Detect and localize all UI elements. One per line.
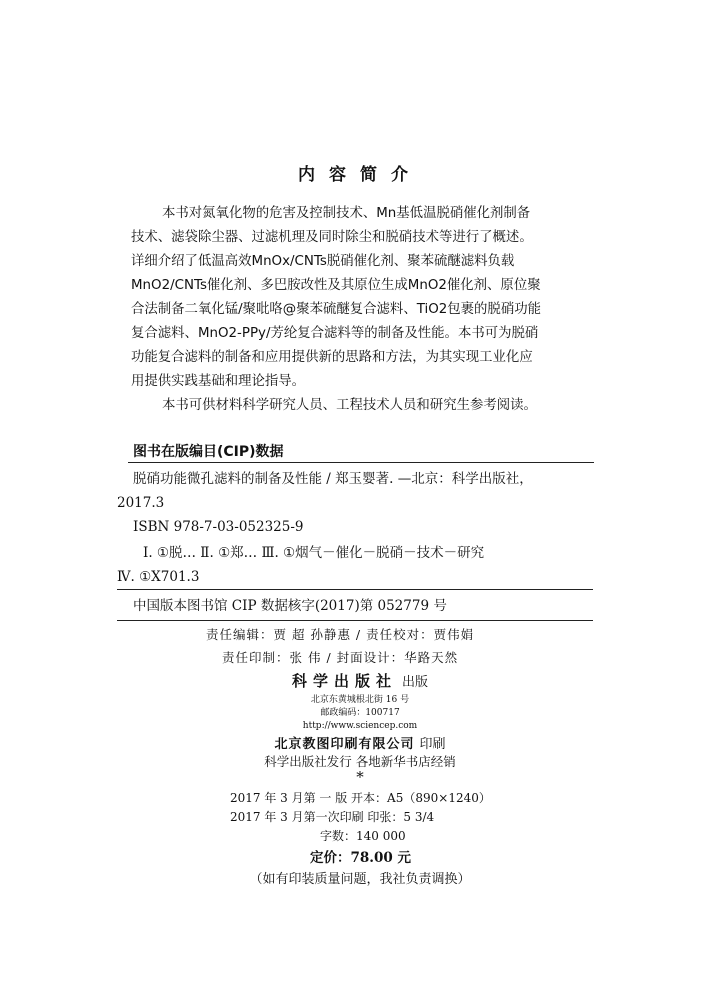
distribution-line: 科学出版社发行 各地新华书店经销 <box>264 754 456 769</box>
intro-line: 用提供实践基础和理论指导。 <box>131 374 306 389</box>
cip-top-rule <box>128 462 594 463</box>
printer-logo: 北京教图印刷有限公司 <box>274 737 415 752</box>
cip-subjects: Ⅰ. ①脱… Ⅱ. ①郑… Ⅲ. ①烟气－催化－脱硝－技术－研究 <box>143 545 485 561</box>
cip-date-line: 2017.3 <box>117 495 165 511</box>
price: 定价：78.00 元 <box>310 850 411 866</box>
intro-line: 详细介绍了低温高效MnOx/CNTs脱硝催化剂、聚苯硫醚滤料负载 <box>131 254 515 269</box>
edition-line: 2017 年 3 月第 一 版 开本：A5（890×1240） <box>230 791 491 805</box>
cip-heading: 图书在版编目(CIP)数据 <box>133 444 284 460</box>
publisher-line <box>0 670 720 691</box>
printer-suffix: 印刷 <box>419 737 446 752</box>
cip-bottom-rule <box>117 620 593 621</box>
cip-record: 中国版本图书馆 CIP 数据核字(2017)第 052779 号 <box>133 598 447 614</box>
intro-line: 功能复合滤料的制备和应用提供新的思路和方法，为其实现工业化应 <box>131 350 533 365</box>
printing-line: 2017 年 3 月第一次印刷 印张：5 3/4 <box>230 810 435 824</box>
intro-line: MnO2/CNTs催化剂、多巴胺改性及其原位生成MnO2催化剂、原位聚 <box>131 278 541 293</box>
intro-line: 合法制备二氧化锰/聚吡咯@聚苯硫醚复合滤料、TiO2包裹的脱硝功能 <box>131 302 541 317</box>
intro-line: 复合滤料、MnO2-PPy/芳纶复合滤料等的制备及性能。本书可为脱硝 <box>131 326 539 341</box>
separator-star: * <box>356 768 364 786</box>
publisher-address: 北京东黄城根北街 16 号 <box>310 695 410 705</box>
printer-line <box>0 733 720 752</box>
intro-line: 本书对氮氧化物的危害及控制技术、Mn基低温脱硝催化剂制备 <box>162 206 531 221</box>
cip-classification: Ⅳ. ①X701.3 <box>117 569 200 585</box>
cip-title-line: 脱硝功能微孔滤料的制备及性能 / 郑玉婴著. —北京：科学出版社， <box>133 471 533 487</box>
credit-print: 责任印制：张 伟 / 封面设计：华路天然 <box>222 650 459 665</box>
publisher-logo: 科学出版社 <box>291 672 397 690</box>
word-count: 字数：140 000 <box>320 829 406 843</box>
cip-middle-rule <box>117 589 593 590</box>
intro-line: 技术、滤袋除尘器、过滤机理及同时除尘和脱硝技术等进行了概述。 <box>131 230 533 245</box>
publisher-postcode: 邮政编码：100717 <box>320 708 400 718</box>
intro-line: 本书可供材料科学研究人员、工程技术人员和研究生参考阅读。 <box>162 398 537 413</box>
replacement-note: （如有印装质量问题，我社负责调换） <box>249 872 471 887</box>
publisher-url: http://www.sciencep.com <box>302 721 418 731</box>
cip-isbn: ISBN 978-7-03-052325-9 <box>133 519 304 535</box>
intro-title: 内容简介 <box>298 165 422 185</box>
credit-editors: 责任编辑：贾 超 孙静惠 / 责任校对：贾伟娟 <box>206 627 475 642</box>
publisher-suffix: 出版 <box>402 675 429 690</box>
